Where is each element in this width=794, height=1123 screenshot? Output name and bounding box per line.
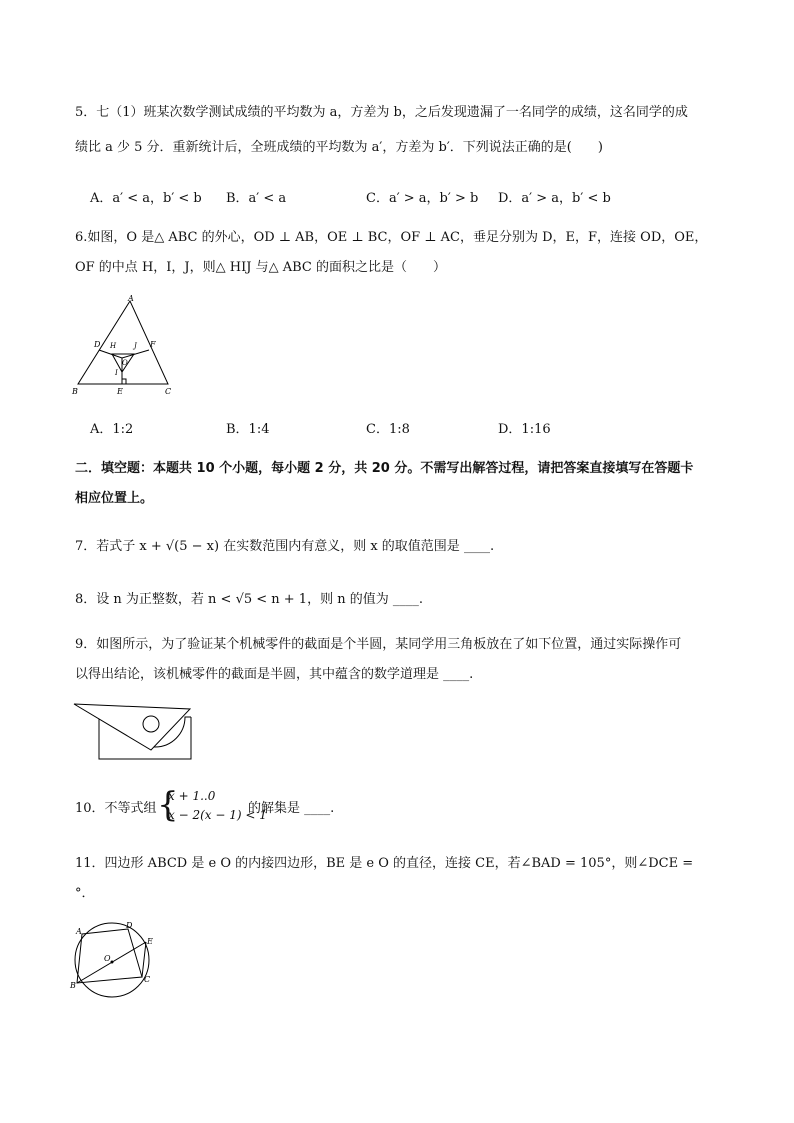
question-6-option-c: C．1:8	[366, 422, 410, 437]
label-d: D	[126, 921, 133, 930]
question-11-line-1: 11．四边形 ABCD 是 e O 的内接四边形，BE 是 e O 的直径，连接 CE，若∠BAD = 105°，则∠DCE =	[75, 856, 694, 871]
label-o: O	[122, 359, 128, 367]
set-square	[74, 704, 190, 750]
question-5-option-b: B．a′ < a	[226, 191, 287, 206]
system-brace: {	[157, 785, 179, 825]
question-10-suffix: 的解集是 ____.	[248, 801, 335, 816]
label-o: O	[104, 954, 111, 963]
triangle-circumcenter-figure	[66, 293, 186, 399]
cyclic-quadrilateral-figure	[68, 920, 158, 1002]
question-6-line-1: 6.如图，O 是△ ABC 的外心，OD ⊥ AB，OE ⊥ BC，OF ⊥ AC，垂足分别为 D，E，F，连接 OD，OE，	[75, 230, 708, 245]
question-5-line-2: 绩比 a 少 5 分．重新统计后，全班成绩的平均数为 a′，方差为 b′．下列说法正确的是( )	[75, 140, 603, 155]
question-9-line-1: 9．如图所示，为了验证某个机械零件的截面是个半圆，某同学用三角板放在了如下位置，通过实际操作可	[75, 637, 682, 652]
segment-ce	[142, 942, 146, 977]
question-9-line-2: 以得出结论，该机械零件的截面是半圆，其中蕴含的数学道理是 ____.	[75, 667, 474, 682]
label-e: E	[117, 387, 123, 396]
label-d: D	[94, 340, 101, 349]
question-7: 7．若式子 x + √(5 − x) 在实数范围内有意义，则 x 的取值范围是 ____.	[75, 539, 495, 554]
label-b: B	[70, 981, 76, 990]
question-6-option-d: D．1:16	[498, 422, 551, 437]
question-6-option-a: A．1:2	[90, 422, 134, 437]
question-6-option-b: B．1:4	[226, 422, 270, 437]
section-2-heading-line-1: 二．填空题：本题共 10 个小题，每小题 2 分，共 20 分。不需写出解答过程，请把答案直接填写在答题卡	[75, 461, 694, 476]
inequality-row-1: x + 1..0	[168, 789, 216, 803]
label-c: C	[165, 387, 172, 396]
label-a: A	[128, 294, 134, 303]
label-f: F	[150, 340, 156, 349]
label-e: E	[147, 937, 153, 946]
label-b: B	[72, 387, 78, 396]
question-5-option-a: A．a′ < a，b′ < b	[90, 191, 202, 206]
question-5-option-c: C．a′ > a，b′ > b	[366, 191, 479, 206]
label-i: I	[115, 369, 118, 377]
label-j: J	[134, 342, 137, 350]
label-a: A	[76, 927, 82, 936]
label-h: H	[110, 342, 117, 350]
question-11-line-2: °．	[75, 886, 95, 901]
question-6-line-2: OF 的中点 H，I，J，则△ HIJ 与△ ABC 的面积之比是（ ）	[75, 260, 446, 275]
question-5-option-d: D．a′ > a，b′ < b	[498, 191, 611, 206]
circle-o	[75, 923, 149, 997]
question-8: 8．设 n 为正整数，若 n < √5 < n + 1，则 n 的值为 ____.	[75, 592, 423, 607]
question-10-prefix: 10．不等式组	[75, 801, 157, 816]
label-c: C	[144, 975, 151, 984]
semicircle-setsquare-figure	[72, 702, 192, 762]
inequality-row-2: x − 2(x − 1) < 1	[168, 808, 267, 822]
question-5-line-1: 5．七（1）班某次数学测试成绩的平均数为 a，方差为 b，之后发现遗漏了一名同学的成绩，这名同学的成	[75, 105, 688, 120]
section-2-heading-line-2: 相应位置上。	[75, 491, 154, 506]
